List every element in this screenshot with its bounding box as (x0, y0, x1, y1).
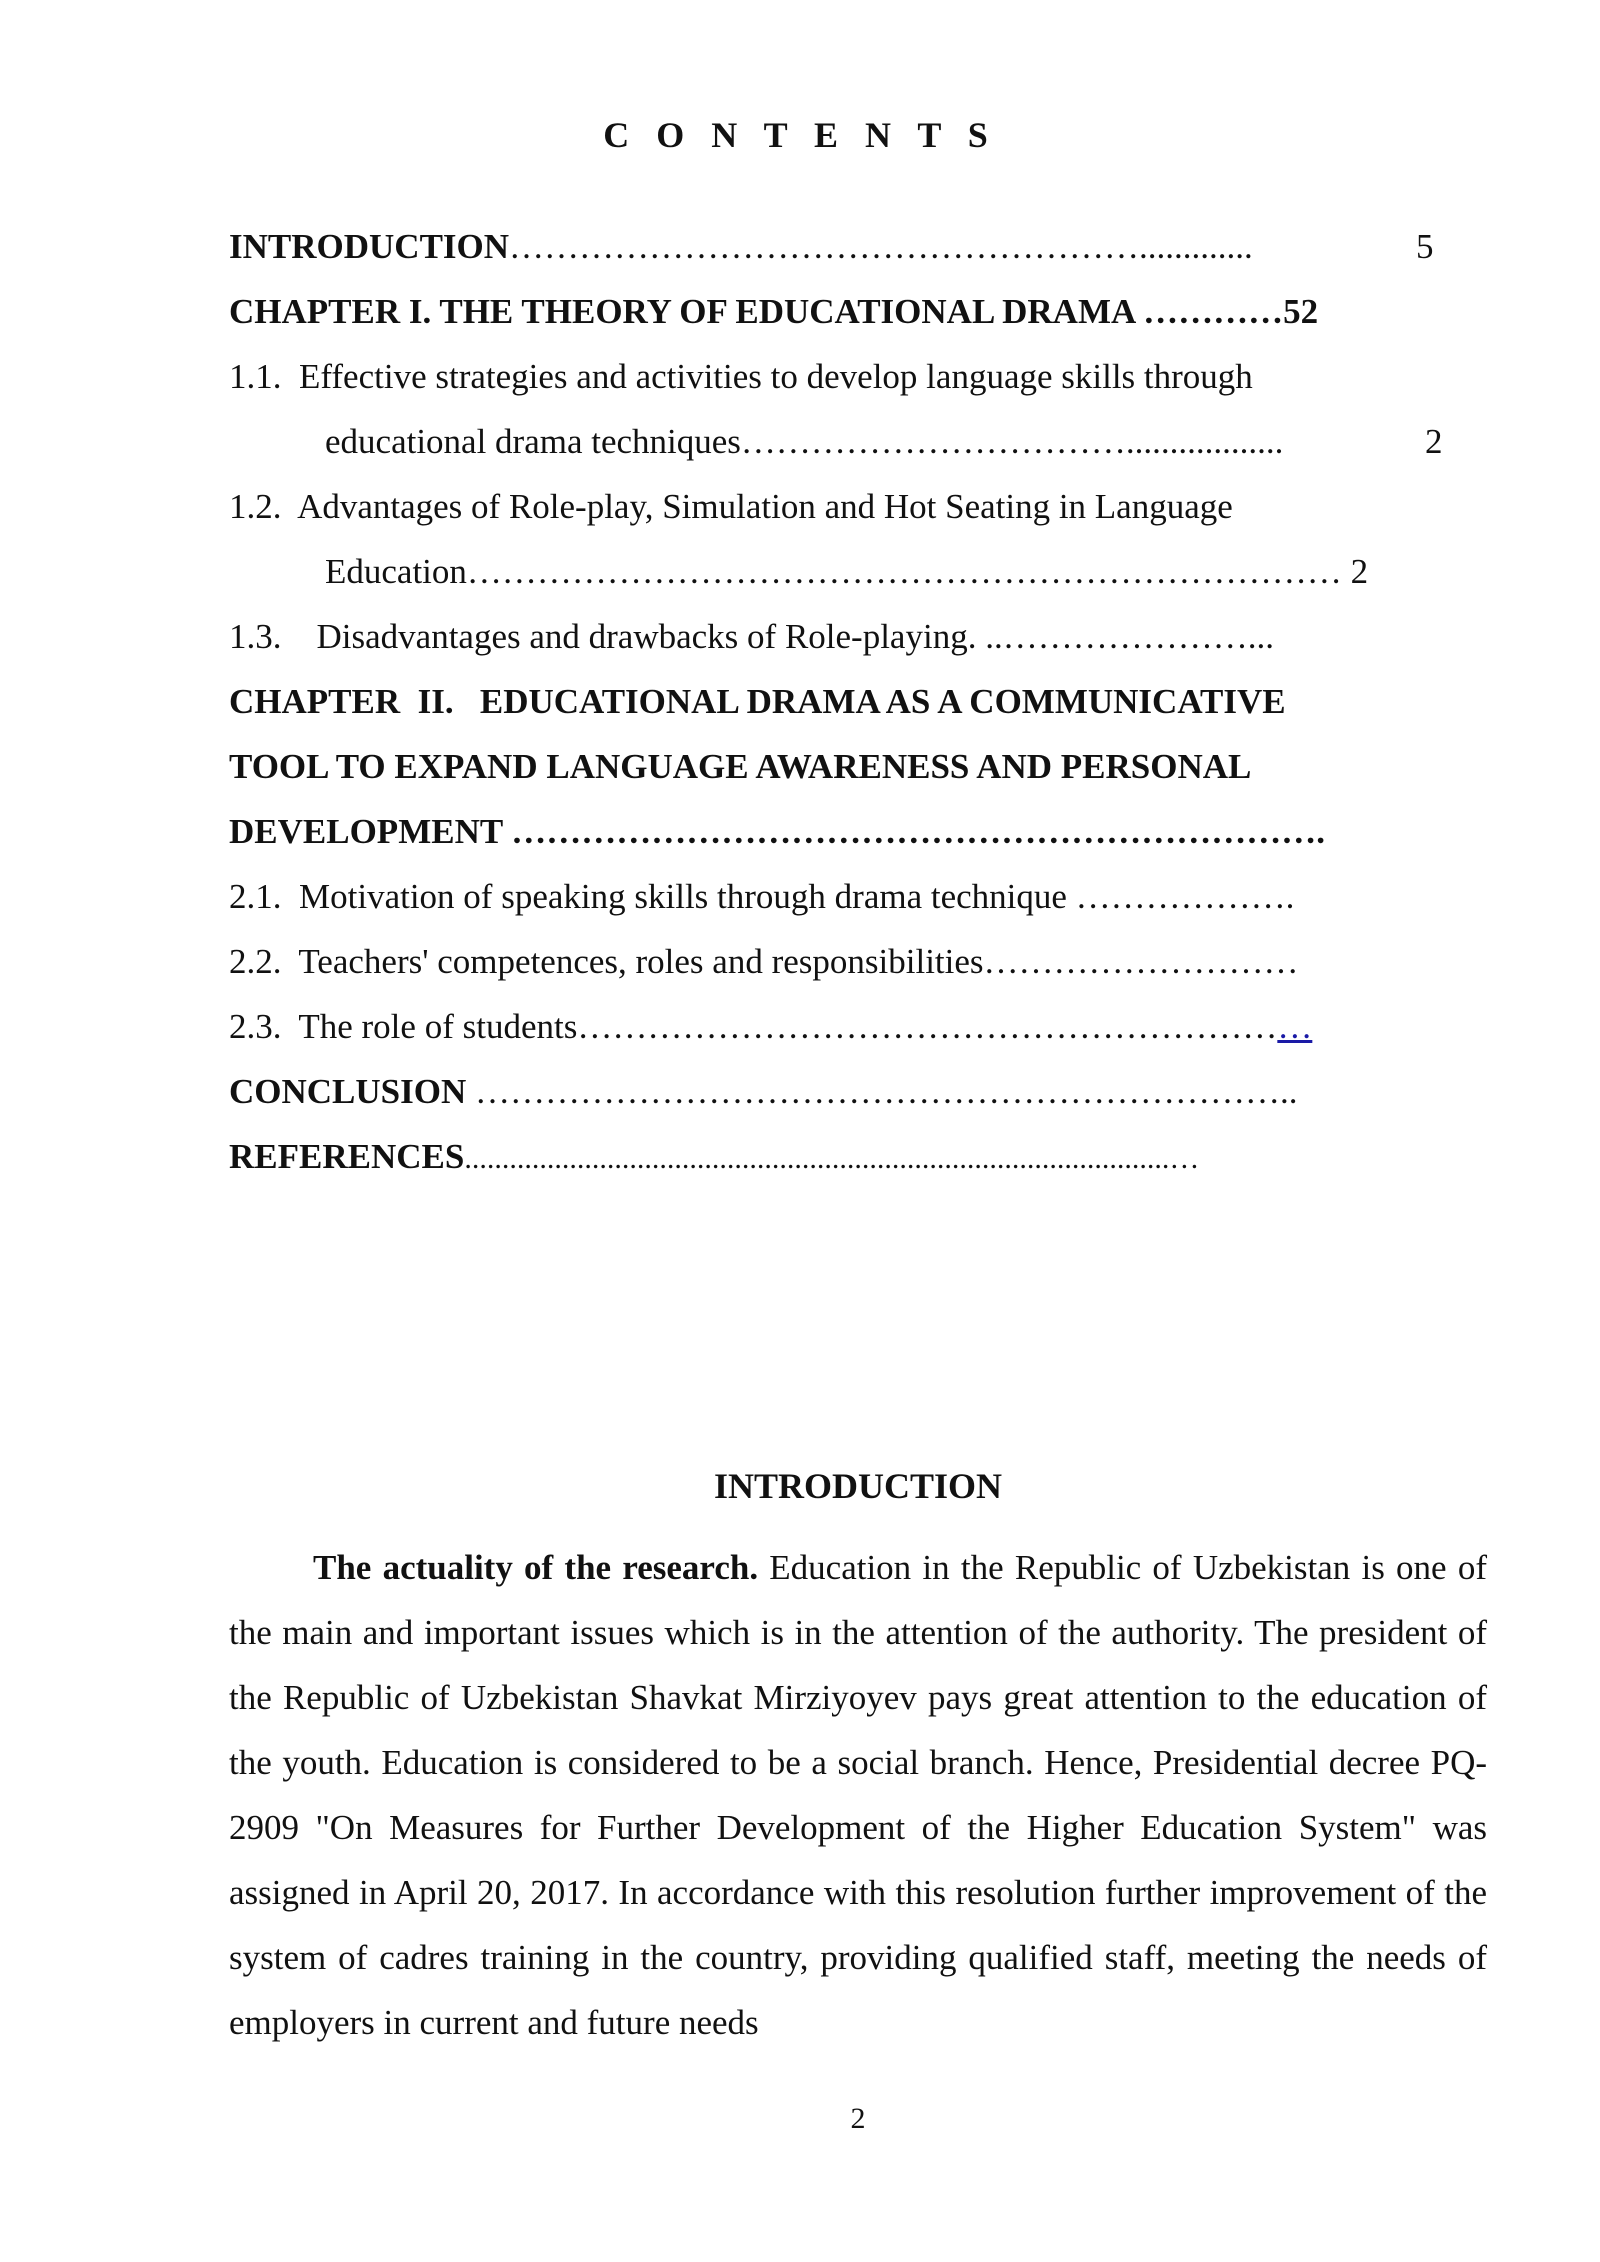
toc-entry-2-2[interactable]: 2.2. Teachers' competences, roles and responsibilities……………………… (229, 942, 1299, 981)
toc-label: 2.3. The role of students…………………………………………………… (229, 1007, 1278, 1046)
toc-label: CONCLUSION (229, 1072, 467, 1111)
toc-page-number: 2 (1425, 422, 1443, 461)
toc-dots: ………………………………………………............. (509, 227, 1253, 266)
toc-page-number: 5 (1416, 227, 1434, 266)
toc-entry-chapter-2-cont[interactable]: DEVELOPMENT ……………………………………………………………. (229, 812, 1326, 851)
toc-label: INTRODUCTION (229, 227, 510, 266)
toc-label: REFERENCES (229, 1137, 465, 1176)
toc-entry-1-2[interactable]: 1.2. Advantages of Role-play, Simulation and Hot Seating in Language (229, 487, 1233, 526)
body-paragraph (229, 1535, 1487, 2055)
toc-entry-chapter-1[interactable] (229, 294, 1318, 329)
toc-entry-conclusion[interactable] (229, 1074, 1298, 1109)
toc-entry-1-1[interactable]: 1.1. Effective strategies and activities to develop language skills through (229, 357, 1253, 396)
toc-entry-1-1-cont[interactable]: educational drama techniques…………………………….................. (325, 422, 1284, 461)
toc-entry-2-1[interactable]: 2.1. Motivation of speaking skills through drama technique ………………. (229, 877, 1295, 916)
toc-entry-references[interactable] (229, 1139, 1199, 1174)
toc-entry-1-3[interactable]: 1.3. Disadvantages and drawbacks of Role-playing. ..…………………... (229, 617, 1274, 656)
contents-title: C O N T E N T S (603, 115, 997, 155)
toc-entry-2-3[interactable] (229, 1009, 1312, 1044)
toc-entry-1-2-cont[interactable]: Education………………………………………………………………… 2 (325, 552, 1369, 591)
toc-label: CHAPTER I (229, 292, 423, 331)
section-heading: INTRODUCTION (713, 1466, 1003, 1506)
paragraph-text: Education in the Republic of Uzbekistan is one of the main and important issues which is in the attention of the authority. The president of the Republic of Uzbekistan Shavkat Mirziyoyev pays great attention to the education of the youth. Education is considered to be a social branch. Hence, Presidential decree PQ-2909 "On Measures for Further Development of the Higher Education System" was assigned in April 20, 2017. In accordance with this resolution further improvement of the system of cadres training in the country, providing qualified staff, meeting the needs of employers in current and future needs (229, 1548, 1487, 2042)
page-number: 2 (850, 2102, 866, 2135)
toc-label-rest: . THE THEORY OF EDUCATIONAL DRAMA …………52 (422, 292, 1319, 331)
toc-link[interactable]: … (1277, 1007, 1313, 1046)
toc-entry-introduction[interactable] (229, 229, 1253, 264)
toc-entry-chapter-2[interactable]: CHAPTER II. EDUCATIONAL DRAMA AS A COMMUNICATIVE (229, 682, 1286, 721)
toc-dots: …………………………………………………………….. (466, 1072, 1298, 1111)
toc-dots: ..............................................................................................… (464, 1142, 1200, 1175)
toc-entry-chapter-2-cont[interactable]: TOOL TO EXPAND LANGUAGE AWARENESS AND PERSONAL (229, 747, 1252, 786)
paragraph-lead: The actuality of the research. (313, 1548, 759, 1587)
